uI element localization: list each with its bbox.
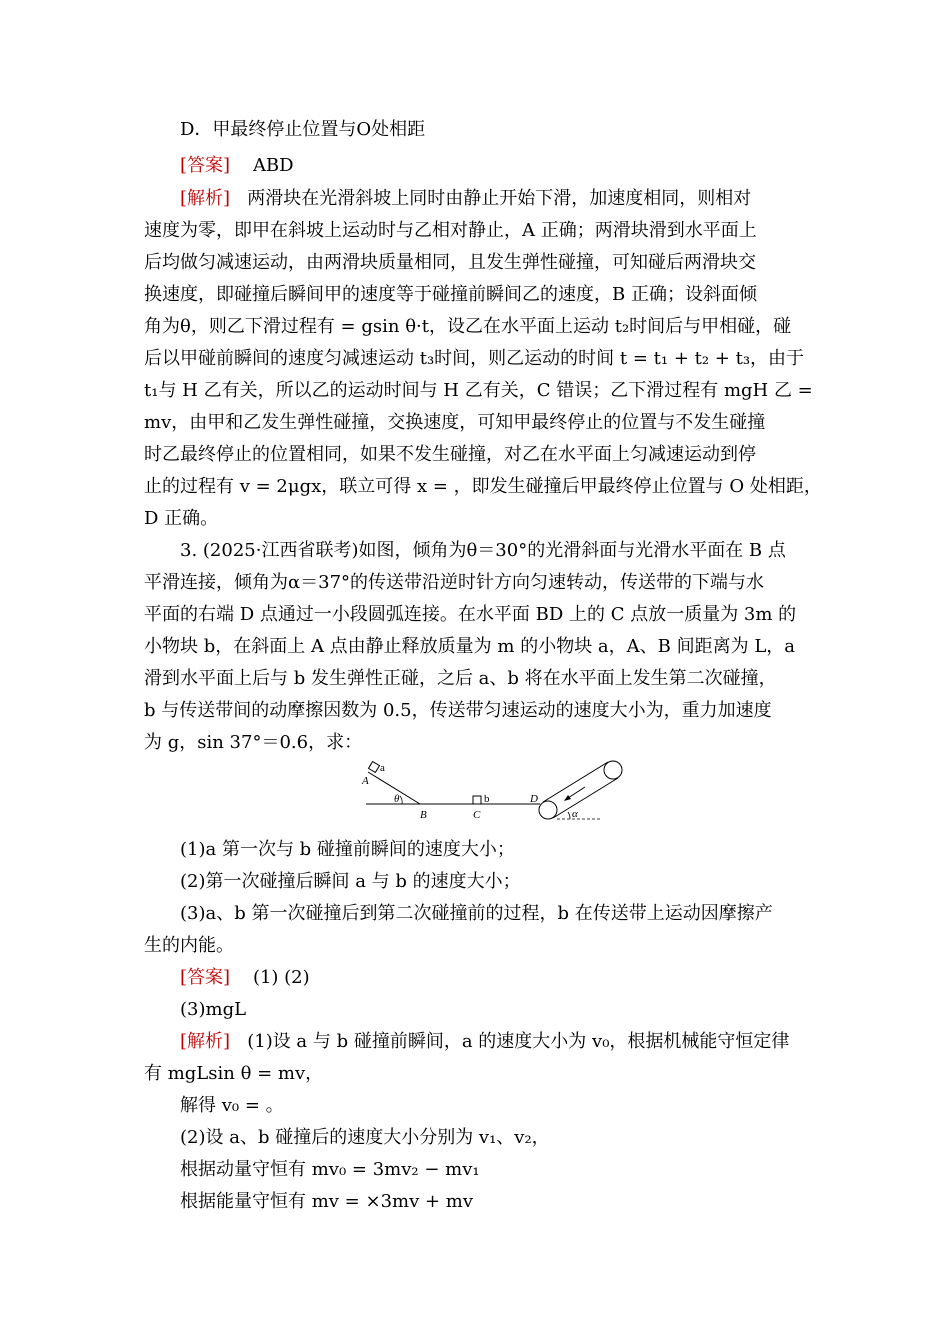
label-b: b <box>484 793 490 805</box>
answer-tag: [答案] <box>180 967 231 988</box>
text-line: 根据动量守恒有 mv₀ = 3mv₂ − mv₁ <box>180 1159 480 1180</box>
analysis-row-1 <box>180 187 808 211</box>
text-line: 有 mgLsin θ = mv， <box>144 1063 324 1084</box>
answer-row-1 <box>180 154 808 178</box>
label-a: a <box>380 762 385 774</box>
text-line: 平面的右端 D 点通过一小段圆弧连接。在水平面 BD 上的 C 点放一质量为 3m 的 <box>144 604 797 625</box>
text-line: 解得 v₀ = 。 <box>180 1095 284 1116</box>
text-line: b 与传送带间的动摩擦因数为 0.5，传送带匀速运动的速度大小为，重力加速度 <box>144 700 772 721</box>
analysis-text: (1)设 a 与 b 碰撞前瞬间，a 的速度大小为 v₀，根据机械能守恒定律 <box>247 1031 790 1052</box>
analysis-tag: [解析] <box>180 188 231 209</box>
option-d: D．甲最终停止位置与O处相距 <box>180 119 426 140</box>
text-line: 平滑连接，倾角为α＝37°的传送带沿逆时针方向匀速转动，传送带的下端与水 <box>144 572 765 593</box>
answer-text: ABD <box>252 155 294 176</box>
text-line: 速度为零，即甲在斜坡上运动时与乙相对静止，A 正确；两滑块滑到水平面上 <box>144 220 757 241</box>
analysis-text: 两滑块在光滑斜坡上同时由静止开始下滑，加速度相同，则相对 <box>247 188 752 209</box>
text-line: 根据能量守恒有 mv = ×3mv + mv <box>180 1191 474 1212</box>
answer-text: (1) (2) <box>252 967 310 988</box>
label-A: A <box>362 775 369 787</box>
text-line: (2)设 a、b 碰撞后的速度大小分别为 v₁、v₂， <box>180 1127 550 1148</box>
label-theta: θ <box>394 793 400 805</box>
text-line: 角为θ，则乙下滑过程有 = gsin θ·t，设乙在水平面上运动 t₂时间后与甲相碰，碰 <box>144 316 792 337</box>
answer-row-2 <box>180 966 808 990</box>
answer-row-3: (3)mgL <box>180 999 247 1020</box>
answer-tag: [答案] <box>180 155 231 176</box>
label-B: B <box>420 809 427 821</box>
label-D: D <box>530 793 538 805</box>
text-line: 止的过程有 v = 2μgx，联立可得 x = ，即发生碰撞后甲最终停止位置与 O 处相距， <box>144 476 822 497</box>
text-line: D 正确。 <box>144 508 219 529</box>
text-line: 后以甲碰前瞬间的速度匀减速运动 t₃时间，则乙运动的时间 t = t₁ + t₂ + t₃，由于 <box>144 348 805 369</box>
text-line: 滑到水平面上后与 b 发生弹性正碰，之后 a、b 将在水平面上发生第二次碰撞， <box>144 668 777 689</box>
block-a <box>369 762 380 773</box>
text-line: 后均做匀减速运动，由两滑块质量相同，且发生弹性碰撞，可知碰后两滑块交 <box>144 252 756 273</box>
sub-question-1: (1)a 第一次与 b 碰撞前瞬间的速度大小； <box>180 839 515 860</box>
text-line: mv，由甲和乙发生弹性碰撞，交换速度，可知甲最终停止的位置与不发生碰撞 <box>144 412 766 433</box>
block-b <box>473 796 481 804</box>
analysis-row-2 <box>180 1030 808 1054</box>
text-line: 换速度，即碰撞后瞬间甲的速度等于碰撞前瞬间乙的速度，B 正确；设斜面倾 <box>144 284 757 305</box>
text-line: 时乙最终停止的位置相同，如果不发生碰撞，对乙在水平面上匀减速运动到停 <box>144 444 756 465</box>
label-alpha: α <box>572 808 578 820</box>
analysis-tag: [解析] <box>180 1031 231 1052</box>
text-line: 生的内能。 <box>144 935 234 956</box>
sub-question-3: (3)a、b 第一次碰撞后到第二次碰撞前的过程，b 在传送带上运动因摩擦产 <box>180 903 773 924</box>
physics-figure <box>360 760 630 826</box>
question-3-line: 3. (2025·江西省联考)如图，倾角为θ＝30°的光滑斜面与光滑水平面在 B 点 <box>180 540 786 561</box>
label-C: C <box>473 809 481 821</box>
sub-question-2: (2)第一次碰撞后瞬间 a 与 b 的速度大小； <box>180 871 521 892</box>
text-line: 为 g，sin 37°＝0.6，求： <box>144 732 363 753</box>
text-line: t₁与 H 乙有关，所以乙的运动时间与 H 乙有关，C 错误；乙下滑过程有 mgH 乙 = <box>144 380 813 401</box>
text-line: 小物块 b，在斜面上 A 点由静止释放质量为 m 的小物块 a，A、B 间距离为 L，a <box>144 636 796 657</box>
